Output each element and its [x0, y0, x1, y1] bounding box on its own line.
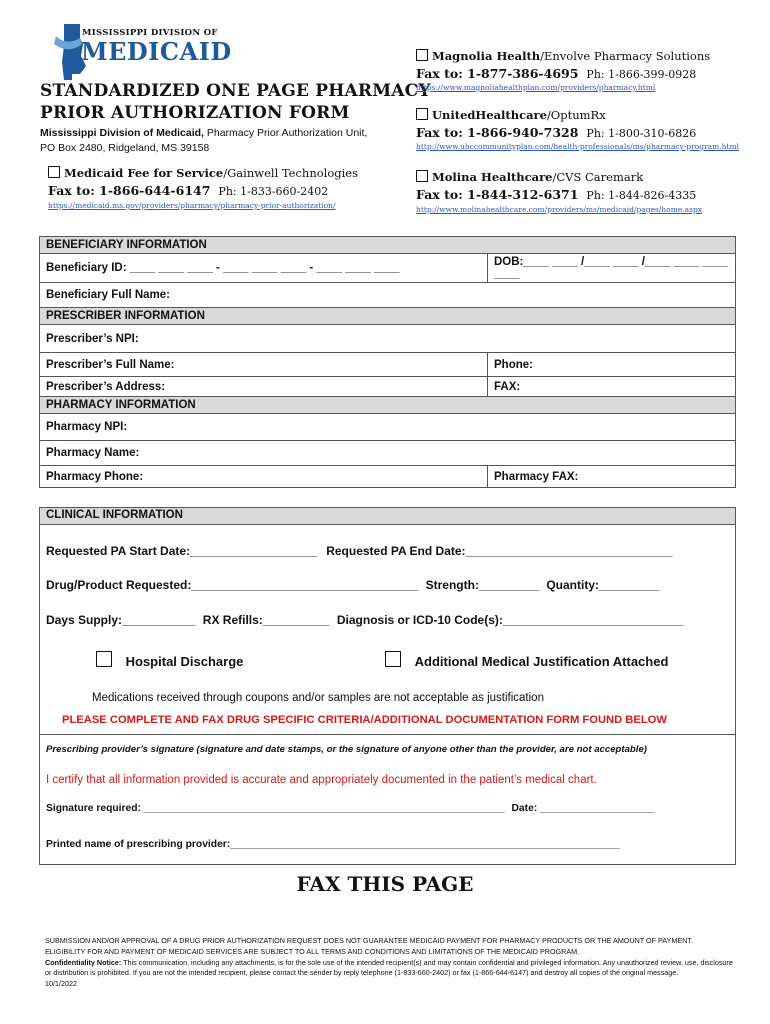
beneficiary-name-field[interactable]: Beneficiary Full Name:: [40, 283, 736, 308]
hospital-discharge-option[interactable]: [96, 651, 243, 669]
plan-molina: [416, 170, 756, 214]
signature-date-field[interactable]: Date: ____________________: [511, 803, 655, 814]
plan-molina-phone: Ph: 1-844-826-4335: [586, 189, 697, 202]
plan-uhc-name: UnitedHealthcare: [432, 108, 547, 122]
plan-unitedhealthcare: [416, 108, 756, 151]
plan-molina-name: Molina Healthcare: [432, 170, 553, 184]
plan-uhc-fax: Fax to: 1-866-940-7328: [416, 125, 579, 140]
plan-magnolia-link[interactable]: https://www.magnoliahealthplan.com/providers/pharmacy.html: [416, 83, 656, 92]
beneficiary-id-field[interactable]: Beneficiary ID: ____ ____ ____ - ____ ____ ____ - ____ ____ ____: [40, 254, 488, 283]
plan-ffs-checkbox[interactable]: [48, 166, 60, 178]
dob-field[interactable]: DOB:____ ____ /____ ____ /____ ____ ____ ____: [488, 254, 736, 283]
form-table: [39, 236, 736, 488]
certify-statement: I certify that all information provided is accurate and appropriately documented in the patient’s medical chart.: [46, 774, 597, 786]
prescriber-name-field[interactable]: Prescriber’s Full Name:: [40, 353, 488, 377]
plan-uhc-phone: Ph: 1-800-310-6826: [586, 127, 697, 140]
prescriber-address-field[interactable]: Prescriber’s Address:: [40, 377, 488, 397]
plan-medicaid-ffs: [48, 166, 408, 210]
printed-name-field[interactable]: Printed name of prescribing provider:____________________________________________________________________: [46, 839, 620, 850]
plan-ffs-link[interactable]: https://medicaid.ms.gov/providers/pharmacy/pharmacy-prior-authorization/: [48, 201, 336, 210]
prescriber-fax-field[interactable]: FAX:: [488, 377, 736, 397]
plan-magnolia: [416, 49, 756, 92]
confidentiality-label: Confidentiality Notice:: [45, 957, 122, 967]
footer-disclaimer: [45, 936, 735, 990]
signature-divider: [40, 734, 735, 735]
plan-magnolia-phone: Ph: 1-866-399-0928: [586, 68, 697, 81]
plan-molina-checkbox[interactable]: [416, 170, 428, 182]
plan-ffs-partner: /Gainwell Technologies: [223, 166, 359, 180]
quantity-field[interactable]: Quantity:_________: [546, 578, 660, 592]
medicaid-logo: [50, 22, 250, 82]
logo-org-main: MEDICAID: [81, 37, 232, 66]
plan-uhc-partner: /OptumRx: [546, 108, 606, 122]
plan-molina-partner: /CVS Caremark: [552, 170, 644, 184]
plan-ffs-name: Medicaid Fee for Service: [64, 166, 224, 180]
days-supply-field[interactable]: Days Supply:___________: [46, 613, 196, 627]
logo-org-top: MISSISSIPPI DIVISION OF: [82, 28, 218, 38]
prescriber-header: PRESCRIBER INFORMATION: [40, 308, 736, 325]
coupon-note: Medications received through coupons and/or samples are not acceptable as justification: [92, 692, 544, 704]
additional-justification-option[interactable]: [385, 651, 668, 669]
additional-justification-label: Additional Medical Justification Attached: [414, 654, 669, 669]
plan-ffs-phone: Ph: 1-833-660-2402: [218, 185, 329, 198]
red-notice: PLEASE COMPLETE AND FAX DRUG SPECIFIC CRITERIA/ADDITIONAL DOCUMENTATION FORM FOUND BELOW: [62, 714, 667, 726]
confidentiality-text: This communication, including any attachments, is for the sole use of the intended recipient(s) and may contain confidential and privileged information. Any unauthorized review, use, disclosure or distribution is prohibited. If you are not the intended recipient, please contact the sender by reply telephone (1-833-660-2402) or fax (1-866-644-6147) and destroy all copies of the original message.: [45, 957, 733, 978]
plan-magnolia-partner: /Envolve Pharmacy Solutions: [540, 49, 711, 63]
address-line-2: PO Box 2480, Ridgeland, MS 39158: [40, 142, 210, 154]
pharmacy-name-field[interactable]: Pharmacy Name:: [40, 441, 736, 466]
clinical-section: [39, 507, 736, 865]
form-version-date: 10/1/2022: [45, 979, 77, 989]
plan-uhc-checkbox[interactable]: [416, 108, 428, 120]
pharmacy-npi-field[interactable]: Pharmacy NPI:: [40, 414, 736, 441]
page-title: [40, 80, 431, 124]
fax-this-page-heading: FAX THIS PAGE: [296, 872, 474, 896]
signature-note: Prescribing provider’s signature (signature and date stamps, or the signature of anyone other than the provider, are not acceptable): [46, 744, 647, 755]
additional-justification-checkbox[interactable]: [385, 651, 401, 667]
plan-magnolia-name: Magnolia Health: [432, 49, 541, 63]
pharmacy-phone-field[interactable]: Pharmacy Phone:: [40, 466, 488, 488]
drug-requested-field[interactable]: Drug/Product Requested:__________________________________: [46, 578, 419, 592]
pa-end-date-field[interactable]: Requested PA End Date:_______________________________: [326, 544, 673, 558]
plan-ffs-fax: Fax to: 1-866-644-6147: [48, 183, 211, 198]
address-org: Mississippi Division of Medicaid,: [40, 127, 204, 139]
plan-magnolia-fax: Fax to: 1-877-386-4695: [416, 66, 579, 81]
rx-refills-field[interactable]: RX Refills:__________: [202, 613, 330, 627]
title-line-2: PRIOR AUTHORIZATION FORM: [40, 103, 350, 123]
diagnosis-field[interactable]: Diagnosis or ICD-10 Code(s):___________________________: [336, 613, 684, 627]
plan-molina-fax: Fax to: 1-844-312-6371: [416, 187, 579, 202]
strength-field[interactable]: Strength:_________: [425, 578, 539, 592]
beneficiary-header: BENEFICIARY INFORMATION: [40, 237, 736, 254]
title-line-1: STANDARDIZED ONE PAGE PHARMACY: [40, 81, 431, 101]
signature-field[interactable]: Signature required: _______________________________________________________________: [46, 803, 505, 814]
pa-start-date-field[interactable]: Requested PA Start Date:___________________: [46, 544, 317, 558]
prescriber-phone-field[interactable]: Phone:: [488, 353, 736, 377]
clinical-header: CLINICAL INFORMATION: [40, 508, 735, 525]
plan-uhc-link[interactable]: http://www.uhccommunityplan.com/health-professionals/ms/pharmacy-program.html: [416, 142, 740, 151]
footer-line-1: SUBMISSION AND/OR APPROVAL OF A DRUG PRIOR AUTHORIZATION REQUEST DOES NOT GUARANTEE MEDICAID PAYMENT FOR PHARMACY PRODUCTS OR THE AMOUNT OF PAYMENT.: [45, 936, 693, 945]
footer-line-2: ELIGIBILITY FOR AND PAYMENT OF MEDICAID SERVICES ARE SUBJECT TO ALL TERMS AND CONDITIONS AND LIMITATIONS OF THE MEDICAID PROGRAM.: [45, 946, 580, 956]
prescriber-npi-field[interactable]: Prescriber’s NPI:: [40, 325, 736, 353]
hospital-discharge-label: Hospital Discharge: [125, 654, 244, 669]
plan-magnolia-checkbox[interactable]: [416, 49, 428, 61]
pharmacy-header: PHARMACY INFORMATION: [40, 397, 736, 414]
hospital-discharge-checkbox[interactable]: [96, 651, 112, 667]
agency-address: [40, 126, 367, 156]
pharmacy-fax-field[interactable]: Pharmacy FAX:: [488, 466, 736, 488]
address-unit: Pharmacy Prior Authorization Unit,: [203, 127, 368, 139]
plan-molina-link[interactable]: http://www.molinahealthcare.com/providers/ms/medicaid/pages/home.aspx: [416, 205, 703, 214]
